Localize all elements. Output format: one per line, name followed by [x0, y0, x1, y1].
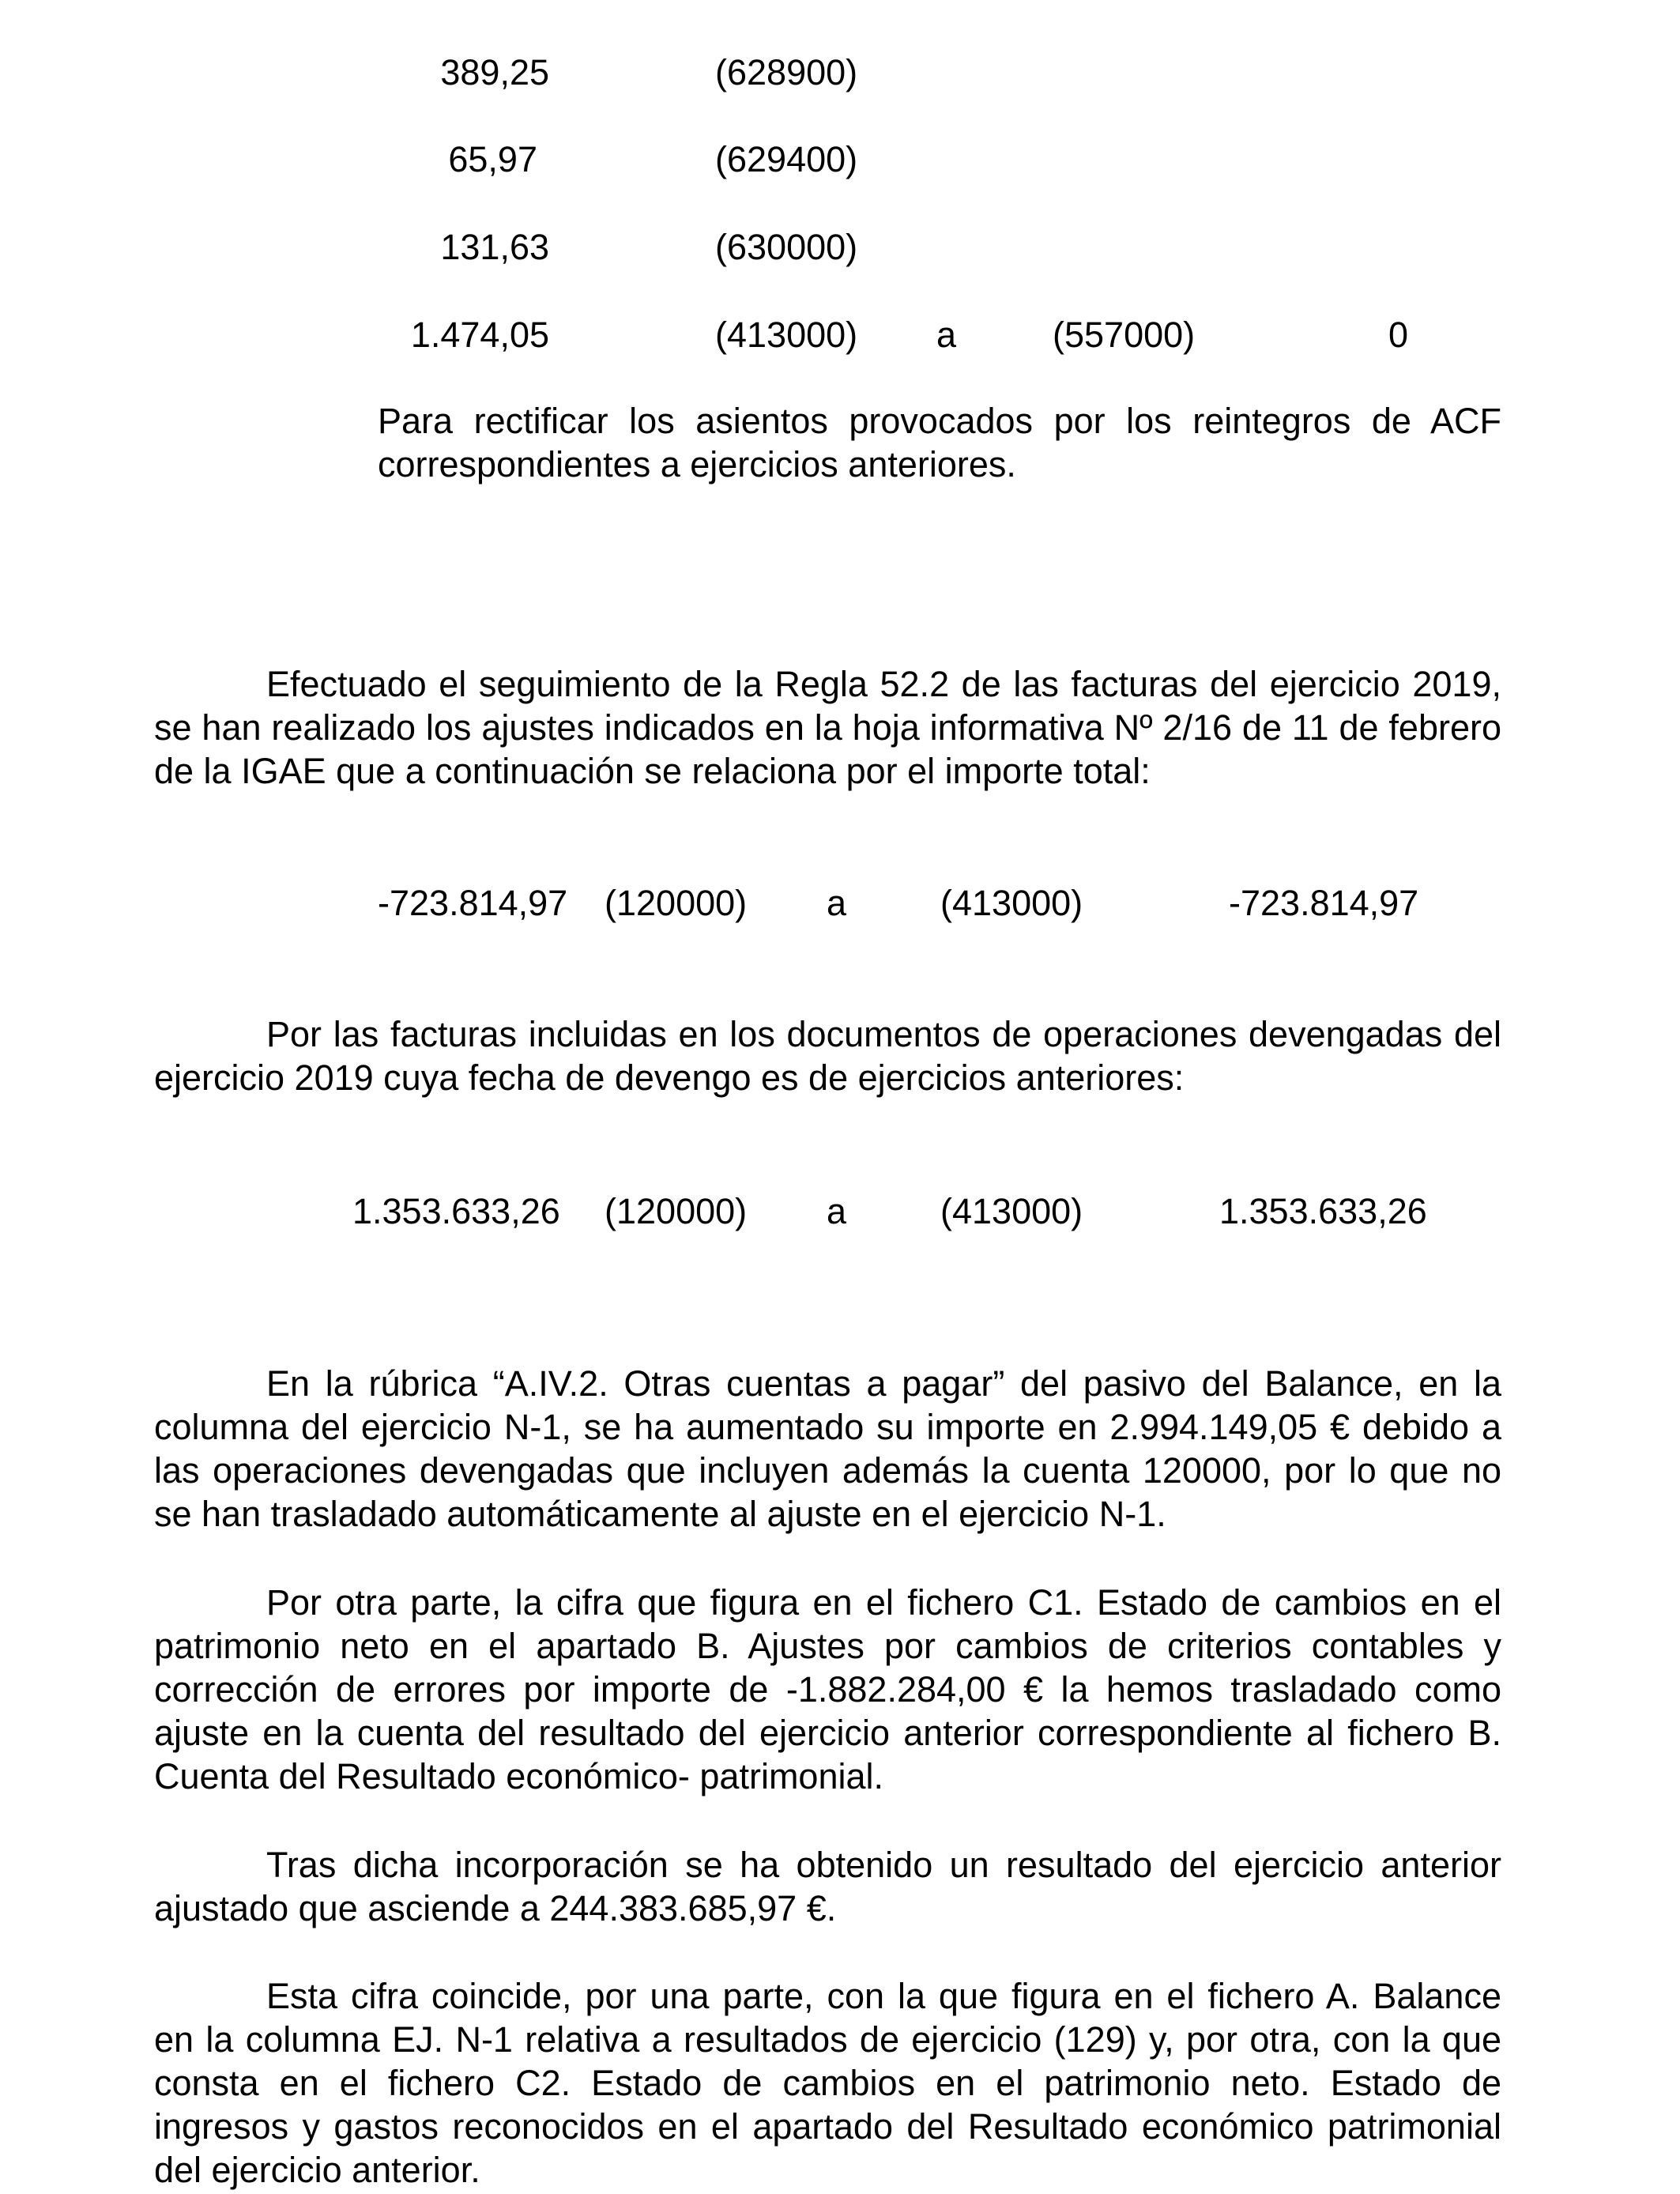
paragraph-tras [154, 1843, 1501, 1930]
entry-debit-account: (413000) [715, 315, 858, 355]
paragraph-otra-parte [154, 1581, 1501, 1798]
entry-connector: a [827, 1191, 847, 1231]
entry-credit-account: (413000) [940, 883, 1083, 923]
entry-debit-account: (120000) [605, 883, 748, 923]
paragraph-rubrica [154, 1362, 1501, 1536]
entry-connector: a [827, 883, 847, 923]
entry-amount: -723.814,97 [378, 883, 568, 923]
entry-balance: 1.353.633,26 [1219, 1191, 1427, 1231]
entry-amount: 1.474,05 [410, 315, 549, 355]
paragraph-regla [154, 662, 1501, 793]
entry-debit-account: (628900) [715, 52, 858, 92]
entry-debit-account: (630000) [715, 227, 858, 267]
paragraph-rubrica-text: En la rúbrica “A.IV.2. Otras cuentas a pagar” del pasivo del Balance, en la columna del ejercicio N-1, se ha aumentado su importe en 2.994.149,05 € debido a las operaciones devengadas que incluyen además la cuenta 120000, por lo que no se han trasladado automáticamente al ajuste en el ejercicio N-1. [154, 1363, 1501, 1534]
paragraph-cifra [154, 1974, 1501, 2192]
paragraph-cifra-text: Esta cifra coincide, por una parte, con la que figura en el fichero A. Balance en la columna EJ. N-1 relativa a resultados de ejercicio (129) y, por otra, con la que consta en el fichero C2. Estado de cambios en el patrimonio neto. Estado de ingresos y gastos reconocidos en el apartado del Resultado económico patrimonial del ejercicio anterior. [154, 1976, 1501, 2190]
paragraph-otra-parte-text: Por otra parte, la cifra que figura en el fichero C1. Estado de cambios en el patrimonio neto en el apartado B. Ajustes por cambios de criterios contables y corrección de errores por importe de -1.882.284,00 € la hemos trasladado como ajuste en la cuenta del resultado del ejercicio anterior correspondiente al fichero B. Cuenta del Resultado económico- patrimonial. [154, 1582, 1501, 1796]
entry-amount: 389,25 [440, 52, 549, 92]
paragraph-facturas [154, 1012, 1501, 1099]
entry-credit-account: (413000) [940, 1191, 1083, 1231]
note-rectify: Para rectificar los asientos provocados por los reintegros de ACF correspondientes a ejercicios anteriores. [378, 401, 1501, 484]
entry-amount: 131,63 [440, 227, 549, 267]
entry-credit-account: (557000) [1053, 315, 1196, 355]
entry-amount: 65,97 [448, 139, 537, 179]
entry-debit-account: (120000) [605, 1191, 748, 1231]
paragraph-facturas-text: Por las facturas incluidas en los documentos de operaciones devengadas del ejercicio 2019 cuya fecha de devengo es de ejercicios anteriores: [154, 1014, 1501, 1098]
paragraph-tras-text: Tras dicha incorporación se ha obtenido un resultado del ejercicio anterior ajustado que asciende a 244.383.685,97 €. [154, 1845, 1501, 1928]
entry-debit-account: (629400) [715, 139, 858, 179]
entry-balance: -723.814,97 [1229, 883, 1419, 923]
entry-amount: 1.353.633,26 [352, 1191, 560, 1231]
entry-connector: a [936, 315, 957, 355]
entry-balance: 0 [1388, 315, 1409, 355]
paragraph-regla-text: Efectuado el seguimiento de la Regla 52.2 de las facturas del ejercicio 2019, se han realizado los ajustes indicados en la hoja informativa Nº 2/16 de 11 de febrero de la IGAE que a continuación se relaciona por el importe total: [154, 664, 1501, 791]
